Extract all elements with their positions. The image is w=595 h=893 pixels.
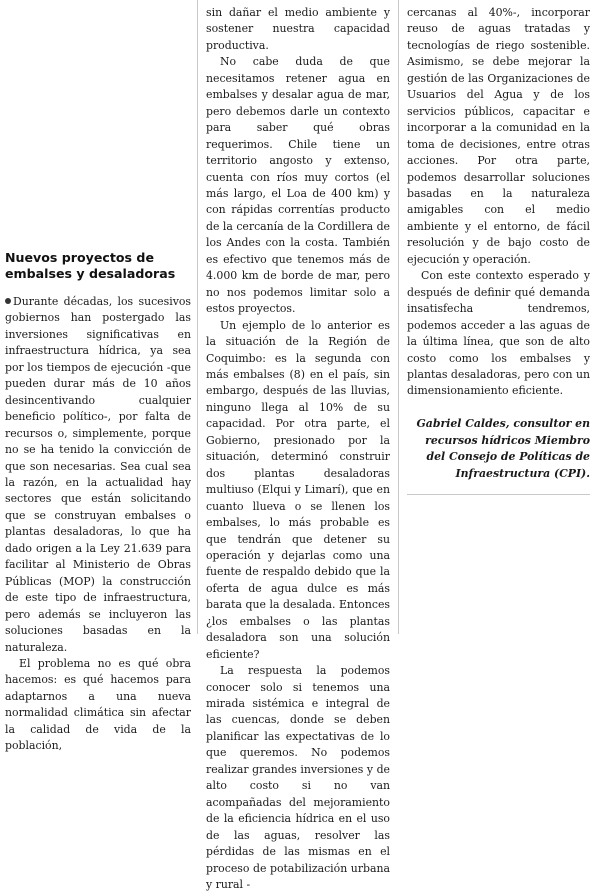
paragraph: Con este contexto esperado y después de definir qué demanda insatisfecha tendremos, podemos acceder a las aguas de la última línea, que son de alto costo como los embalses y plantas desaladoras, pero con un dimensionamiento eficiente. — [407, 269, 590, 398]
paragraph: Durante décadas, los sucesivos gobiernos han postergado las inversiones significativas en infraestructura hídrica, ya sea por los tiempos de ejecución -que pueden durar más de 10 años desincentivando cualquier beneficio político-, por falta de recursos o, simplemente, porque no se ha tenido la convicción de que son necesarias. Sea cual sea la razón, en la actualidad hay sectores que están solicitando que se construyan embalses o plantas desaladoras, lo que ha dado origen a la Ley 21.639 para facilitar al Ministerio de Obras Públicas (MOP) la construcción de este tipo de infraestructura, pero además se incluyeron las soluciones basadas en la naturaleza. — [5, 295, 191, 654]
column-divider-2 — [398, 0, 399, 634]
bullet-icon — [5, 298, 11, 304]
section-heading: Nuevos proyectos de embalses y desaladoras — [5, 250, 176, 281]
signature-divider — [407, 494, 590, 495]
article-column-2 — [206, 5, 390, 893]
paragraph-gap — [407, 400, 590, 416]
paragraph: No cabe duda de que necesitamos retener agua en embalses y desalar agua de mar, pero debemos darle un contexto para saber qué obras requerimos. Chile tiene un territorio angosto y extenso, cuenta con ríos muy cortos (el más largo, el Loa de 400 km) y con rápidas correntías producto de la cercanía de la Cordillera de los Andes con la costa. También es efectivo que tenemos más de 4.000 km de borde de mar, pero no nos podemos limitar solo a estos proyectos. — [206, 55, 390, 316]
article-column-3 — [407, 5, 590, 495]
paragraph: Un ejemplo de lo anterior es la situación de la Región de Coquimbo: es la segunda con más embalses (8) en el país, sin embargo, después de las lluvias, ninguno llega al 10% de su capacidad. Por otra parte, el Gobierno, presionado por la situación, determinó construir dos plantas desaladoras multiuso (Elqui y Limarí), que en cuanto llueva o se llenen los embalses, lo más probable es que tendrán que detener su operación y dejarlas como una fuente de respaldo debido que la oferta de agua dulce es más barata que la desalada. Entonces ¿los embalses o las plantas desaladora son una solución eficiente? — [206, 318, 390, 661]
top-whitespace — [5, 5, 191, 250]
author-signature: Gabriel Caldes, consultor en recursos hídricos Miembro del Consejo de Políticas de Infraestructura (CPI). — [416, 417, 590, 480]
article-column-1 — [5, 5, 191, 755]
paragraph: La respuesta la podemos conocer solo si tenemos una mirada sistémica e integral de las cuencas, donde se deben planificar las expectativas de lo que queremos. No podemos realizar grandes inversiones y de alto costo si no van acompañadas del mejoramiento de la eficiencia hídrica en el uso de las aguas, resolver las pérdidas de las mismas en el proceso de potabilización urbana y rural - — [206, 664, 390, 892]
column-divider-1 — [197, 0, 198, 634]
paragraph: cercanas al 40%-, incorporar reuso de aguas tratadas y tecnologías de riego sostenible. Asimismo, se debe mejorar la gestión de las Organizaciones de Usuarios del Agua y de los servicios públicos, capacitar e incorporar a la comunidad en la toma de decisiones, entre otras acciones. Por otra parte, podemos desarrollar soluciones basadas en la naturaleza amigables con el medio ambiente y el entorno, de fácil resolución y de bajo costo de ejecución y operación. — [407, 6, 590, 266]
paragraph: sin dañar el medio ambiente y sostener nuestra capacidad productiva. — [206, 6, 390, 52]
paragraph: El problema no es qué obra hacemos: es qué hacemos para adaptarnos a una nueva normalidad climática sin afectar la calidad de vida de la población, — [5, 656, 191, 753]
